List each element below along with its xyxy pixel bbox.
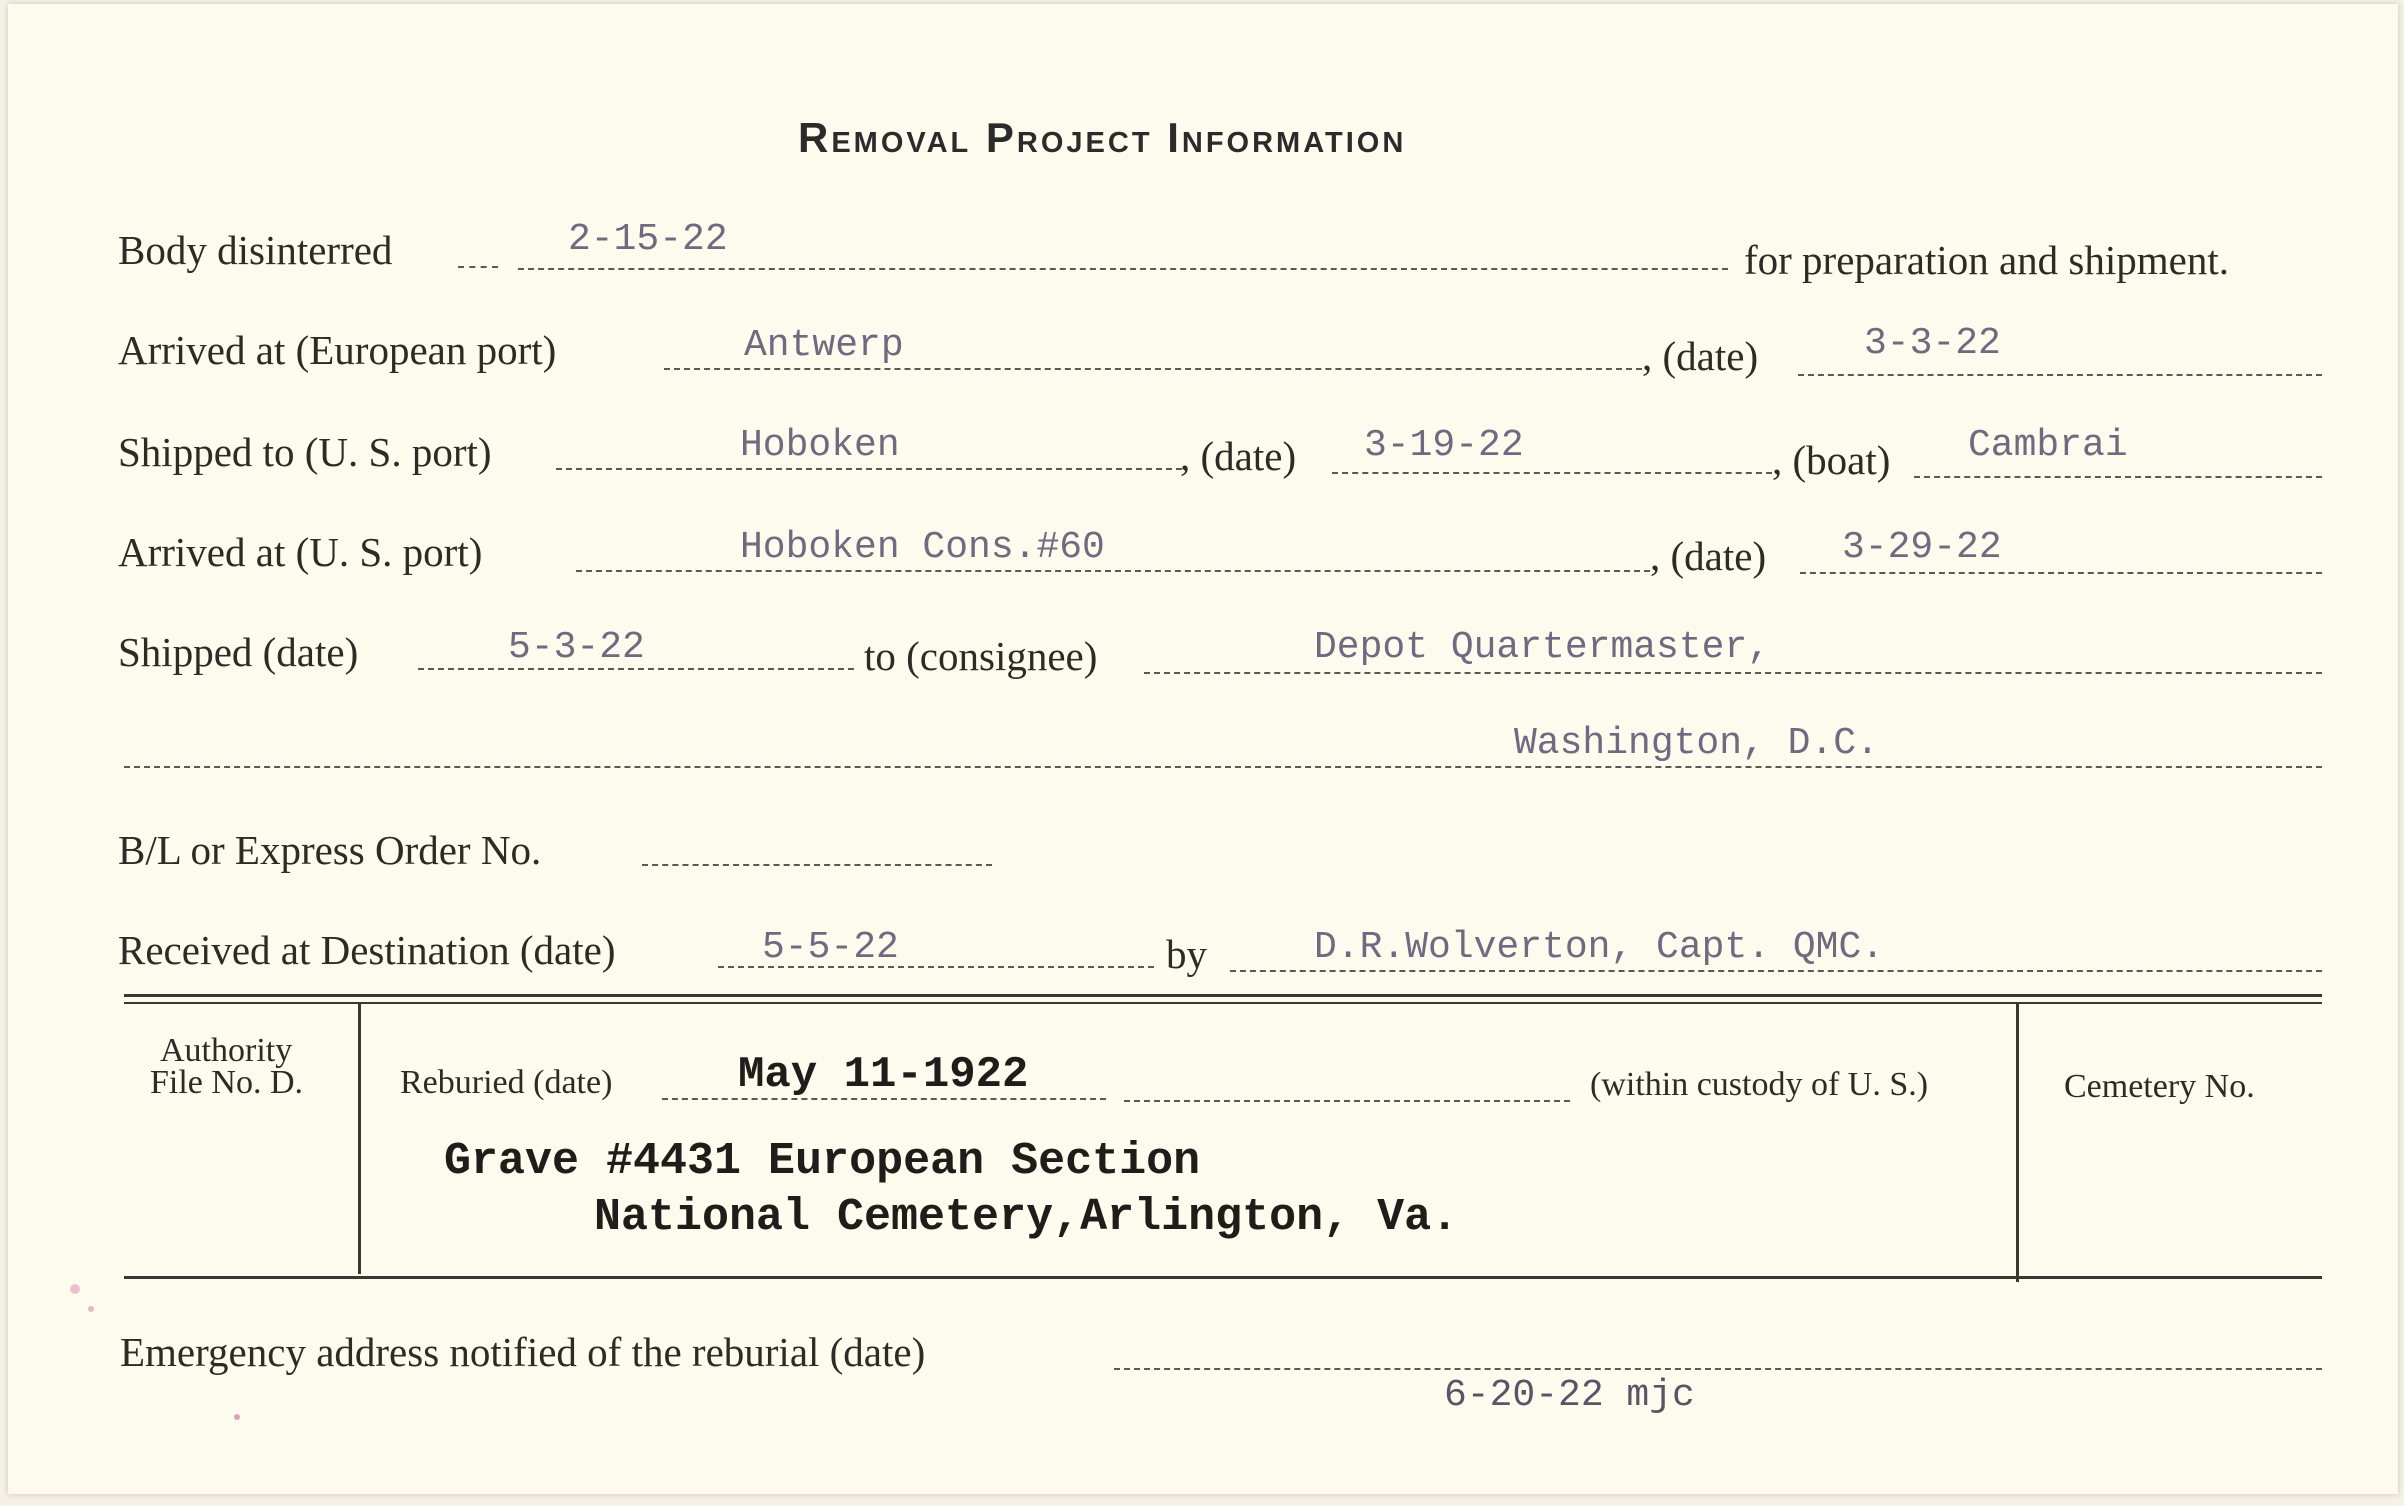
us-arrival-date-label: , (date) — [1650, 533, 1767, 579]
bl-express-order-line — [642, 864, 992, 866]
us-shipped-date-label: , (date) — [1180, 433, 1297, 479]
european-arrival-date-line — [1798, 374, 2322, 376]
us-port-arrived-line — [576, 570, 1650, 572]
received-by-line — [1230, 970, 2322, 972]
emergency-date-line — [1114, 1368, 2322, 1370]
disinterred-date-line — [518, 268, 1728, 270]
reburied-date-value: May 11-1922 — [738, 1050, 1029, 1100]
bl-express-order-label: B/L or Express Order No. — [118, 827, 542, 873]
us-port-shipped-label: Shipped to (U. S. port) — [118, 429, 492, 475]
box-top-rule-inner — [124, 1002, 2322, 1004]
record-card — [8, 4, 2398, 1494]
consignee-value: Depot Quartermaster, — [1314, 626, 1771, 669]
boat-value: Cambrai — [1968, 424, 2128, 467]
us-shipped-date-value: 3-19-22 — [1364, 424, 1524, 467]
card-title: Removal Project Information — [798, 114, 1407, 161]
us-port-shipped-value: Hoboken — [740, 424, 900, 467]
us-port-shipped-line — [556, 468, 1182, 470]
consignee-label: to (consignee) — [864, 633, 1098, 679]
us-port-arrived-label: Arrived at (U. S. port) — [118, 529, 483, 575]
box-top-rule — [124, 994, 2322, 997]
grave-location-line1: Grave #4431 European Section — [444, 1136, 1201, 1187]
consignee-line — [1144, 672, 2322, 674]
box-left-divider — [358, 1004, 361, 1274]
emergency-date-value: 6-20-22 mjc — [1444, 1374, 1695, 1417]
grave-location-line2: National Cemetery,Arlington, Va. — [594, 1192, 1459, 1243]
us-arrival-date-line — [1800, 572, 2322, 574]
stain-speck — [234, 1414, 240, 1420]
consignee-value-line2: Washington, D.C. — [1514, 722, 1879, 765]
custody-label: (within custody of U. S.) — [1590, 1066, 1929, 1103]
preparation-shipment-label: for preparation and shipment. — [1744, 237, 2230, 283]
stain-speck — [88, 1306, 94, 1312]
received-by-label: by — [1166, 931, 1207, 977]
us-port-arrived-value: Hoboken Cons.#60 — [740, 526, 1105, 569]
body-disinterred-label: Body disinterred — [118, 227, 393, 273]
received-date-value: 5-5-22 — [762, 926, 899, 969]
cemetery-no-label: Cemetery No. — [2064, 1068, 2255, 1105]
boat-line — [1914, 476, 2322, 478]
shipped-date-value: 5-3-22 — [508, 626, 645, 669]
european-port-label: Arrived at (European port) — [118, 327, 557, 373]
reburied-date-line-2 — [1124, 1100, 1570, 1102]
reburied-date-label: Reburied (date) — [400, 1064, 613, 1101]
disinterred-date-value: 2-15-22 — [568, 218, 728, 261]
boat-label: , (boat) — [1772, 437, 1891, 483]
european-port-value: Antwerp — [744, 324, 904, 367]
european-arrival-date-value: 3-3-22 — [1864, 322, 2001, 365]
leader-dots — [458, 266, 498, 268]
european-port-line — [664, 368, 1642, 370]
file-no-label: File No. D. — [150, 1064, 303, 1101]
authority-label: Authority — [160, 1032, 293, 1069]
european-arrival-date-label: , (date) — [1642, 333, 1759, 379]
box-bottom-rule — [124, 1276, 2322, 1279]
emergency-address-label: Emergency address notified of the reburial (date) — [120, 1329, 926, 1375]
consignee-line-2 — [124, 766, 2322, 768]
us-arrival-date-value: 3-29-22 — [1842, 526, 2002, 569]
received-destination-label: Received at Destination (date) — [118, 927, 616, 973]
shipped-date-label: Shipped (date) — [118, 629, 359, 675]
stain-speck — [70, 1284, 80, 1294]
received-by-value: D.R.Wolverton, Capt. QMC. — [1314, 926, 1885, 969]
us-shipped-date-line — [1332, 472, 1772, 474]
box-right-divider — [2016, 1004, 2019, 1282]
